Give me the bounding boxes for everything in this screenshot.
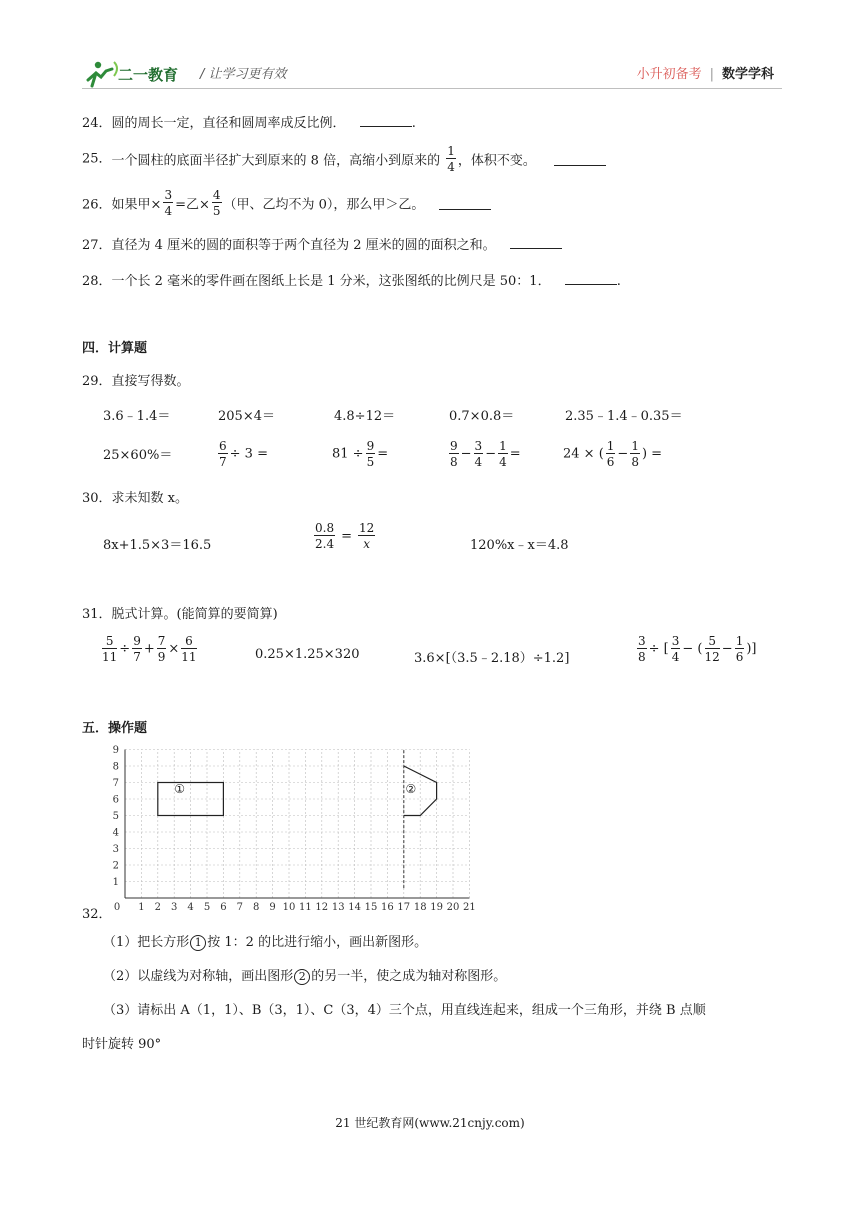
x-tick-label: 7: [236, 902, 243, 913]
header-divider: [82, 88, 782, 89]
x-tick-label: 9: [269, 902, 276, 913]
q31-expr-1: $\frac{5}{11}$ ÷ $\frac{9}{7}$ + $\frac{7}{9}$ × $\frac{6}{11}$: [102, 634, 197, 664]
x-tick-label: 13: [331, 902, 345, 913]
x-tick-label: 2: [154, 902, 161, 913]
header-subject: 数学学科: [721, 67, 774, 82]
q32-part-2: （2）以虚线为对称轴，画出图形 2 的另一半，使之成为轴对称图形。: [103, 969, 507, 984]
question-28: 28．一个长 2 毫米的零件画在图纸上长是 1 分米，这张图纸的比例尺是 50：1． .: [82, 270, 621, 289]
x-tick-label: 5: [203, 902, 211, 913]
answer-blank[interactable]: [439, 196, 491, 210]
q30-equation-3: 120%x﹣x＝4.8: [470, 538, 569, 553]
header-category: 小升初备考: [636, 67, 702, 82]
shape-1-label: ①: [174, 782, 185, 797]
q31-expr-4: $\frac{3}{8}$ ÷ [ $\frac{3}{4}$ − ( $\frac{5}{12}$ − $\frac{1}{6}$ )]: [638, 634, 757, 664]
x-tick-label: 3: [171, 902, 178, 913]
q29-item-3: 4.8÷12＝: [334, 409, 396, 424]
q29-item-4: 0.7×0.8＝: [449, 409, 515, 424]
x-tick-label: 17: [397, 902, 411, 913]
header-right: [637, 63, 774, 82]
question-25: 25．一个圆柱的底面半径扩大到原来的 8 倍，高缩小到原来的 $\frac{1}{4}$ ，体积不变。: [82, 145, 606, 173]
x-tick-label: 4: [187, 902, 194, 913]
y-tick-label: 9: [112, 745, 119, 756]
y-tick-label: 3: [112, 844, 119, 855]
x-tick-label: 19: [430, 902, 443, 913]
q29-item-5: 2.35﹣1.4﹣0.35＝: [565, 409, 683, 424]
slogan: / 让学习更有效: [200, 67, 287, 82]
circled-number: 1: [190, 935, 206, 951]
y-tick-label: 6: [112, 794, 119, 806]
q30-equation-1: 8x+1.5×3＝16.5: [103, 538, 212, 553]
footer: 21 世纪教育网(www.21cnjy.com): [335, 1116, 525, 1130]
y-tick-label: 7: [112, 778, 119, 789]
answer-blank[interactable]: [565, 271, 617, 285]
x-tick-label: 6: [220, 902, 227, 913]
section-title-calc: 四．计算题: [82, 341, 148, 356]
circled-number: 2: [294, 969, 310, 985]
runner-icon: [88, 62, 117, 86]
question-31: 31．脱式计算。(能简算的要简算): [82, 607, 278, 622]
y-tick-label: 2: [112, 860, 119, 872]
question-24: 24．圆的周长一定，直径和圆周率成反比例． .: [82, 112, 416, 131]
x-tick-label: 8: [253, 902, 260, 913]
y-tick-label: 8: [112, 761, 119, 773]
answer-blank[interactable]: [554, 152, 606, 166]
q29-item-2: 205×4＝: [218, 409, 275, 424]
q29-item-10: 24 × ( $\frac{1}{6}$ − $\frac{1}{8}$ ) =: [563, 439, 663, 469]
q30-equation-2: $\frac{0.8}{2.4}$ = $\frac{12}{x}$: [315, 521, 375, 551]
q29-item-9: $\frac{9}{8}$ − $\frac{3}{4}$ − $\frac{1}{4}$ =: [450, 439, 521, 469]
y-tick-label: 5: [112, 811, 119, 822]
question-29: 29．直接写得数。: [82, 374, 190, 389]
logo-text: 二一教育: [118, 66, 179, 84]
question-30: 30．求未知数 x。: [82, 491, 189, 506]
answer-blank[interactable]: [360, 113, 412, 127]
x-tick-label: 11: [299, 902, 312, 913]
y-tick-label: 4: [112, 827, 119, 839]
question-26: 26．如果甲× $\frac{3}{4}$ =乙× $\frac{4}{5}$ （甲、乙均不为 0），那么甲＞乙。: [82, 189, 491, 217]
x-tick-label: 1: [138, 902, 145, 913]
q29-item-1: 3.6﹣1.4＝: [103, 409, 171, 424]
header-separator: |: [709, 67, 714, 82]
q29-item-8: 81 ÷ $\frac{9}{5}$ =: [332, 439, 389, 469]
q29-item-6: 25×60%＝: [103, 448, 173, 463]
x-tick-label: 15: [364, 902, 378, 913]
x-tick-label: 0: [113, 902, 121, 913]
y-tick-label: 1: [112, 877, 119, 888]
q32-part-3-cont: 时针旋转 90°: [82, 1037, 162, 1052]
q32-part-1: （1）把长方形 1 按 1：2 的比进行缩小，画出新图形。: [103, 935, 428, 950]
answer-blank[interactable]: [510, 235, 562, 249]
question-27: 27．直径为 4 厘米的圆的面积等于两个直径为 2 厘米的圆的面积之和。: [82, 234, 562, 253]
shape-2-label: ②: [405, 782, 417, 797]
x-tick-label: 10: [282, 902, 296, 913]
q32-part-3: （3）请标出 A（1，1）、B（3，1）、C（3，4）三个点，用直线连起来，组成一个三角形，并绕 B 点顺: [103, 1003, 706, 1018]
x-tick-label: 21: [463, 902, 476, 913]
x-tick-label: 20: [446, 902, 460, 913]
x-tick-label: 16: [381, 902, 394, 913]
x-tick-label: 12: [315, 902, 329, 913]
x-tick-label: 14: [348, 902, 361, 913]
q29-item-7: $\frac{6}{7}$ ÷ 3 =: [219, 439, 268, 469]
q31-expr-3: 3.6×[（3.5﹣2.18）÷1.2]: [414, 651, 570, 666]
x-tick-label: 18: [413, 902, 427, 913]
coordinate-grid: [100, 740, 485, 920]
question-32-number: 32．: [82, 907, 112, 922]
q31-expr-2: 0.25×1.25×320: [255, 647, 360, 662]
section-title-operation: 五．操作题: [82, 721, 148, 736]
